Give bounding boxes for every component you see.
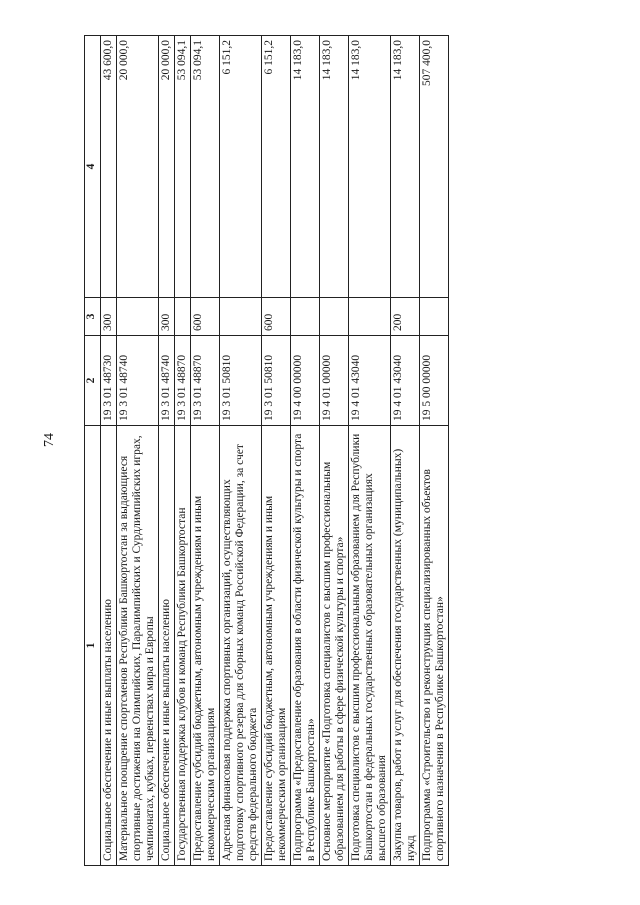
row-code: 19 3 01 48870 (175, 336, 191, 426)
table-row (420, 36, 449, 866)
row-sum: 6 151,2 (262, 36, 291, 298)
row-name: Предоставление субсидий бюджетным, автономным учреждениям и иным некоммерческим организациям (191, 426, 220, 866)
column-header-name: 1 (85, 426, 101, 866)
budget-table (84, 35, 449, 866)
page-number: 74 (42, 433, 57, 447)
table-row (117, 36, 159, 866)
table-row (262, 36, 291, 866)
row-sum: 14 183,0 (349, 36, 391, 298)
row-sum: 20 000,0 (159, 36, 175, 298)
row-vr (117, 298, 159, 336)
row-vr (420, 298, 449, 336)
table-row (101, 36, 117, 866)
row-sum: 507 400,0 (420, 36, 449, 298)
row-code: 19 4 01 00000 (320, 336, 349, 426)
row-sum: 53 094,1 (175, 36, 191, 298)
row-vr: 600 (262, 298, 291, 336)
column-header-vr: 3 (85, 298, 101, 336)
row-name: Предоставление субсидий бюджетным, автономным учреждениям и иным некоммерческим организациям (262, 426, 291, 866)
row-vr (349, 298, 391, 336)
row-vr: 200 (391, 298, 420, 336)
row-code: 19 3 01 50810 (220, 336, 262, 426)
row-vr (320, 298, 349, 336)
row-name: Подпрограмма «Предоставление образования в области физической культуры и спорта в Республике Башкортостан» (291, 426, 320, 866)
row-sum: 14 183,0 (291, 36, 320, 298)
row-code: 19 3 01 48870 (191, 336, 220, 426)
table-row (220, 36, 262, 866)
row-code: 19 3 01 48740 (117, 336, 159, 426)
row-code: 19 3 01 50810 (262, 336, 291, 426)
row-sum: 6 151,2 (220, 36, 262, 298)
column-header-sum: 4 (85, 36, 101, 298)
row-code: 19 4 00 00000 (291, 336, 320, 426)
row-vr: 600 (191, 298, 220, 336)
row-sum: 53 094,1 (191, 36, 220, 298)
row-vr (291, 298, 320, 336)
row-vr: 300 (159, 298, 175, 336)
row-vr (175, 298, 191, 336)
row-code: 19 3 01 48740 (159, 336, 175, 426)
row-name: Адресная финансовая поддержка спортивных организаций, осуществляющих подготовку спортивного резерва для сборных команд Российской Федерации, за счет средств федерального бюджета (220, 426, 262, 866)
row-vr: 300 (101, 298, 117, 336)
row-name: Государственная поддержка клубов и команд Республики Башкортостан (175, 426, 191, 866)
column-header-code: 2 (85, 336, 101, 426)
header-row (85, 36, 101, 866)
row-name: Подпрограмма «Строительство и реконструкция специализированных объектов спортивного назначения в Республике Башкортостан» (420, 426, 449, 866)
table-row (175, 36, 191, 866)
row-sum: 20 000,0 (117, 36, 159, 298)
row-code: 19 4 01 43040 (349, 336, 391, 426)
row-name: Закупка товаров, работ и услуг для обеспечения государственных (муниципальных) нужд (391, 426, 420, 866)
table-row (349, 36, 391, 866)
table-row (391, 36, 420, 866)
row-code: 19 5 00 00000 (420, 336, 449, 426)
row-code: 19 4 01 43040 (391, 336, 420, 426)
row-sum: 43 600,0 (101, 36, 117, 298)
row-sum: 14 183,0 (391, 36, 420, 298)
row-name: Основное мероприятие «Подготовка специалистов с высшим профессиональным образованием для работы в сфере физической культуры и спорта» (320, 426, 349, 866)
row-code: 19 3 01 48730 (101, 336, 117, 426)
table-row (191, 36, 220, 866)
row-name: Социальное обеспечение и иные выплаты населению (159, 426, 175, 866)
row-sum: 14 183,0 (320, 36, 349, 298)
table-row (159, 36, 175, 866)
budget-table-container (84, 36, 524, 866)
row-vr (220, 298, 262, 336)
table-row (291, 36, 320, 866)
row-name: Материальное поощрение спортсменов Республики Башкортостан за выдающиеся спортивные достижения на Олимпийских, Паралимпийских и Сурдлимпийских играх, чемпионатах, кубках, первенствах мира и Европы (117, 426, 159, 866)
row-name: Подготовка специалистов с высшим профессиональным образованием для Республики Башкортостан в федеральных государственных образовательных организациях высшего образования (349, 426, 391, 866)
table-row (320, 36, 349, 866)
row-name: Социальное обеспечение и иные выплаты населению (101, 426, 117, 866)
